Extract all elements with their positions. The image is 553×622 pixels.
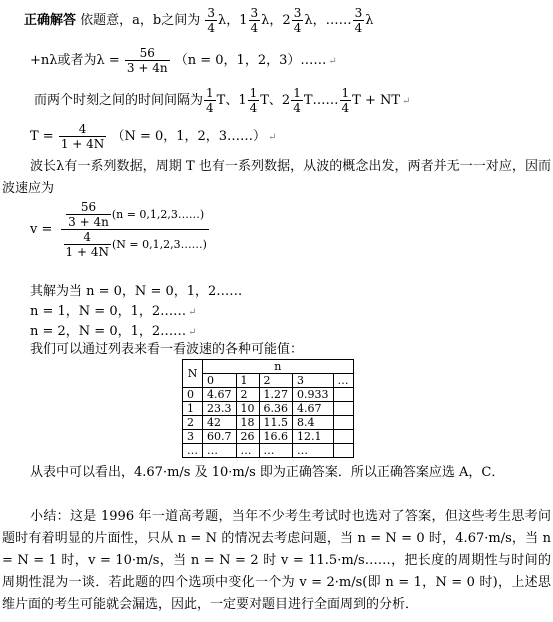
fraction: $\frac{1}{4}$	[249, 86, 258, 115]
table-col-header: 0	[203, 374, 237, 388]
table-col-header: 3	[293, 374, 334, 388]
table-row: 0 4.67 2 1.27 0.933	[183, 388, 354, 402]
fraction: $\frac{4}{1 + 4N}$	[60, 122, 105, 151]
line-4: T = $\frac{4}{1 + 4N}$ （N = 0，1，2，3……） ↵	[30, 122, 277, 151]
solution-3: n = 2，N = 0，1，2…… ↵	[30, 324, 197, 339]
fraction: $\frac{3}{4}$	[354, 6, 363, 35]
line-2-pre: +nλ或者为λ =	[30, 53, 120, 68]
solution-2: n = 1，N = 0，1，2…… ↵	[30, 304, 197, 319]
fraction: $\frac{4}{1 + 4N}$	[65, 230, 109, 259]
table-row: 2 42 18 11.5 8.4	[183, 416, 354, 430]
table-col-header: …	[333, 374, 353, 388]
fraction: $\frac{56}{3 + 4n}$	[126, 46, 168, 75]
table-corner: N	[183, 360, 203, 388]
answer-label: 正确解答	[24, 13, 77, 28]
velocity-fraction: $\frac{56}{3 + 4n}$ (n = 0,1,2,3……) $\frac{4}{1 + 4N}$ (N = 0,1,2,3……)	[61, 200, 209, 259]
line-2-post: （n = 0，1，2，3）……	[174, 53, 327, 68]
table-col-header: 1	[236, 374, 259, 388]
table-n-header: n	[203, 360, 354, 374]
fraction: $\frac{3}{4}$	[250, 6, 259, 35]
fraction: $\frac{1}{4}$	[206, 86, 214, 115]
paragraph-summary: 小结：这是 1996 年一道高考题，当年不少考生考试时也选对了答案，但这些考生思考问题时有着明显的片面性，只从 n = N 的情况去考虑问题，当 n = N = 0 时，4.67·m/s，当 n = N = 1 时，v = 10·m/s，当 n = N = 2 时 v = 11.5·m/s……，把长度的周期性与时间的周期性混为一谈．若此题的四个选项中变化一个为 v = 2·m/s(即 n = 1，N = 0 时)，上述思维片面的考生可能就会漏选，因此，一定要对题目进行全面周到的分析．	[2, 509, 551, 612]
table-row: 1 23.3 10 6.36 4.67	[183, 402, 354, 416]
velocity-formula: v = $\frac{56}{3 + 4n}$ (n = 0,1,2,3……) $\frac{4}{1 + 4N}$ (N = 0,1,2,3……)	[30, 200, 207, 259]
table-row: 3 60.7 26 16.6 12.1	[183, 430, 354, 444]
table-intro: 我们可以通过列表来看一看波速的各种可能值：	[30, 342, 304, 357]
line-1-text: 依题意，a，b之间为	[80, 13, 201, 28]
fraction: $\frac{1}{4}$	[293, 86, 301, 115]
table-col-header: 2	[259, 374, 293, 388]
fraction: $\frac{1}{4}$	[341, 86, 350, 115]
line-4-post: （N = 0，1，2，3……）	[111, 129, 267, 144]
fraction: $\frac{3}{4}$	[207, 6, 216, 35]
line-4-pre: T =	[30, 129, 54, 144]
line-1: 正确解答 依题意，a，b之间为 $\frac{3}{4}$ λ，1 $\frac{3}{4}$ λ，2 $\frac{3}{4}$ λ，…… $\frac{3}{4}$ λ	[24, 6, 374, 35]
paragraph-wave: 波长λ有一系列数据，周期 T 也有一系列数据，从波的概念出发，两者并无一一对应，因而波速应为	[2, 159, 551, 196]
solution-1: 其解为当 n = 0，N = 0，1，2……	[30, 284, 243, 299]
table-row: … … … … …	[183, 444, 354, 458]
line-3: 而两个时刻之间的时间间隔为 $\frac{1}{4}$ T、1 $\frac{1}{4}$ T、2 $\frac{1}{4}$ T…… $\frac{1}{4}$ T + NT ↵	[34, 86, 411, 115]
line-2: +nλ或者为λ = $\frac{56}{3 + 4n}$ （n = 0，1，2，3）…… ↵	[30, 46, 337, 75]
paragraph-answer: 从表中可以看出，4.67·m/s 及 10·m/s 即为正确答案．所以正确答案应选 A，C．	[30, 465, 505, 480]
fraction: $\frac{3}{4}$	[293, 6, 302, 35]
line-3-pre: 而两个时刻之间的时间间隔为	[34, 93, 204, 108]
fraction: $\frac{56}{3 + 4n}$	[68, 200, 109, 229]
velocity-table	[182, 359, 354, 458]
